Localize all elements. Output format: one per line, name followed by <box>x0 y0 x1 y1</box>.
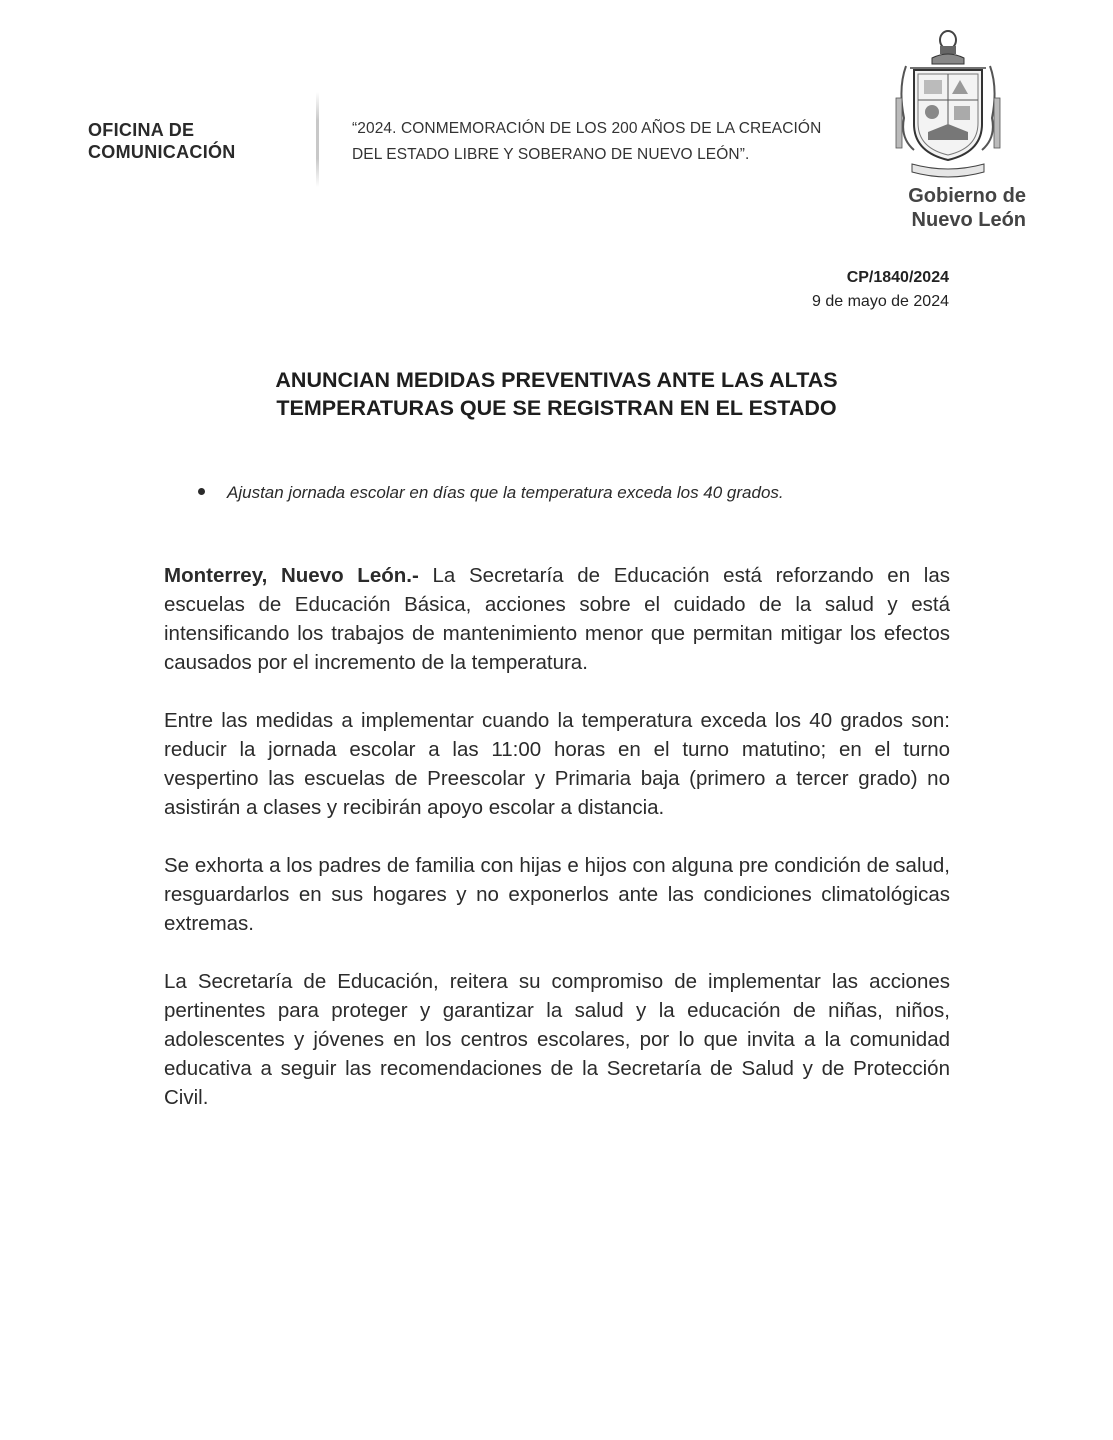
paragraph-1 <box>164 561 950 677</box>
release-date: 9 de mayo de 2024 <box>812 293 949 310</box>
paragraph-4: La Secretaría de Educación, reitera su compromiso de implementar las acciones pertinentes para proteger y garantizar la salud y la educación de niñas, niños, adolescentes y jóvenes en los centros escolares, por lo que invita a la comunidad educativa a seguir las recomendaciones de la Secretaría de Salud y de Protección Civil. <box>164 970 950 1109</box>
paragraph-1-text: La Secretaría de Educación está reforzando en las escuelas de Educación Básica, acciones sobre el cuidado de la salud y está intensificando los trabajos de mantenimiento menor que permitan mitigar los efectos causados por el incremento de la temperatura. <box>164 564 950 674</box>
motto-line-2: DEL ESTADO LIBRE Y SOBERANO DE NUEVO LEÓN”. <box>352 146 750 163</box>
coat-of-arms-icon <box>888 28 1028 178</box>
office-line-1: OFICINA DE <box>88 120 195 140</box>
summary-bullet <box>198 481 784 505</box>
headline-line-2: TEMPERATURAS QUE SE REGISTRAN EN EL ESTADO <box>276 396 837 420</box>
headline <box>160 366 953 422</box>
release-code: CP/1840/2024 <box>846 269 949 286</box>
bullet-icon <box>198 488 205 495</box>
press-release-reference <box>812 266 949 314</box>
motto-line-1: “2024. CONMEMORACIÓN DE LOS 200 AÑOS DE LA CREACIÓN <box>352 120 822 137</box>
paragraph-3: Se exhorta a los padres de familia con hijas e hijos con alguna pre condición de salud, resguardarlos en sus hogares y no exponerlos ante las condiciones climatológicas extremas. <box>164 854 950 935</box>
government-logotype <box>866 184 1026 232</box>
commemorative-motto <box>352 116 821 168</box>
header-divider <box>316 92 319 187</box>
office-line-2: COMUNICACIÓN <box>88 142 236 162</box>
paragraph-2: Entre las medidas a implementar cuando la temperatura exceda los 40 grados son: reducir la jornada escolar a las 11:00 horas en el turno matutino; en el turno vespertino las escuelas de Preescolar y Primaria baja (primero a tercer grado) no asistirán a clases y recibirán apoyo escolar a distancia. <box>164 709 950 819</box>
dateline: Monterrey, Nuevo León.- <box>164 564 419 587</box>
gov-line-1: Gobierno de <box>908 185 1026 207</box>
office-name <box>88 119 236 163</box>
article-body <box>164 561 950 1141</box>
headline-line-1: ANUNCIAN MEDIDAS PREVENTIVAS ANTE LAS ALTAS <box>275 368 838 392</box>
bullet-text: Ajustan jornada escolar en días que la temperatura exceda los 40 grados. <box>227 483 784 502</box>
gov-line-2: Nuevo León <box>911 209 1026 231</box>
